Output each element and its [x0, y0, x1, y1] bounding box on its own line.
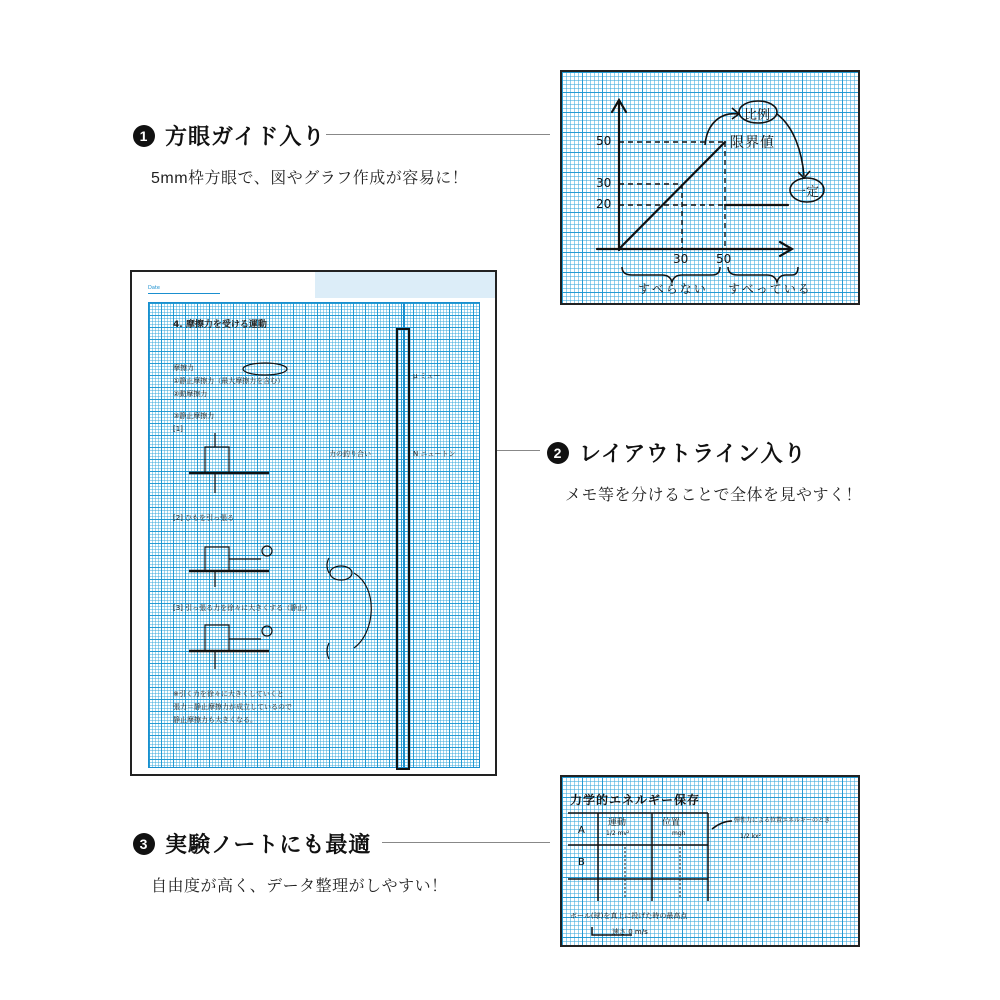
layout-line-highlight — [396, 328, 410, 770]
notebook-page — [130, 270, 497, 776]
feature-3 — [133, 828, 448, 896]
table-title: 力学的エネルギー保存 — [570, 793, 701, 807]
feature-2-title — [547, 437, 862, 468]
table-footer-sub: 速さ 0 m/s — [612, 928, 648, 936]
note-line-2: ①静止摩擦力（最大摩擦力を含む） — [173, 377, 285, 385]
note-line-3: ②動摩擦力 — [173, 390, 208, 398]
feature-1 — [133, 120, 468, 188]
date-label: Date — [148, 285, 160, 291]
feature-3-title-text: 実験ノートにも最適 — [165, 832, 372, 857]
feature-1-description: 5mm枠方眼で、図やグラフ作成が容易に！ — [151, 170, 469, 187]
note-line-5: [1] — [173, 425, 183, 433]
bottom-right-label: すべっている — [728, 282, 812, 296]
feature-1-title-text: 方眼ガイド入り — [165, 124, 326, 149]
feature-3-title — [133, 828, 448, 859]
feature-3-leader — [382, 842, 550, 843]
bubble-top-label: 比例 — [744, 108, 771, 123]
notebook-heading: 4. 摩擦力を受ける運動 — [173, 320, 267, 330]
table-cell-a2: mgh — [672, 830, 686, 837]
feature-2-description: メモ等を分けることで全体を見やすく！ — [565, 487, 863, 504]
feature-1-title — [133, 120, 468, 151]
notebook-grid — [148, 302, 480, 768]
table-note: 弾性力による位置エネルギーのとき — [734, 817, 831, 824]
table-row-b: B — [578, 857, 585, 868]
note-line-9: 張力＝静止摩擦力が成立しているので — [173, 703, 292, 711]
notebook-drawings — [149, 303, 479, 767]
note-line-6: [2] ひもを引っ張る — [173, 514, 235, 522]
table-col-2: 位置 — [662, 818, 681, 828]
bottom-left-label: すべらない — [638, 282, 708, 296]
x-tick-50: 50 — [716, 252, 732, 266]
date-underline — [148, 293, 220, 294]
feature-2-number: 2 — [547, 442, 569, 464]
y-tick-20: 20 — [596, 197, 612, 211]
feature-2 — [547, 437, 862, 505]
feature-1-number: 1 — [133, 125, 155, 147]
feature-1-leader — [326, 134, 550, 135]
feature-3-description: 自由度が高く、データ整理がしやすい！ — [151, 878, 448, 895]
bubble-right-label: 一定 — [793, 185, 820, 200]
side-note-3: 力の釣り合い — [329, 450, 371, 458]
side-note-1: μ ミュー — [413, 372, 441, 380]
table-note-formula: 1/2 kx² — [740, 833, 761, 840]
table-row-a: A — [578, 825, 585, 836]
table-card — [560, 775, 860, 947]
note-line-4: ③静止摩擦力 — [173, 412, 215, 420]
y-tick-30: 30 — [596, 176, 612, 190]
note-line-1: 摩擦力 — [173, 364, 194, 372]
feature-3-number: 3 — [133, 833, 155, 855]
table-footer: ボール(球)を真上に投げた時の最高点 — [570, 912, 688, 920]
y-tick-50: 50 — [596, 134, 612, 148]
note-line-8: ※引く力を徐々に大きくしていくと — [173, 690, 284, 698]
limit-label: 限界値 — [730, 135, 775, 151]
feature-2-title-text: レイアウトライン入り — [579, 441, 807, 466]
side-note-2: N ニュートン — [413, 450, 456, 458]
note-line-7: [3] 引っ張る力を徐々に大きくする（静止） — [173, 604, 312, 612]
table-cell-a1: 1/2 mv² — [606, 830, 630, 837]
table-col-1: 運動 — [608, 818, 627, 828]
proportional-line — [619, 142, 725, 249]
note-line-10: 静止摩擦力も大きくなる。 — [173, 716, 257, 724]
graph-card — [560, 70, 860, 305]
notebook-header-band — [315, 272, 495, 298]
x-tick-30: 30 — [673, 252, 689, 266]
